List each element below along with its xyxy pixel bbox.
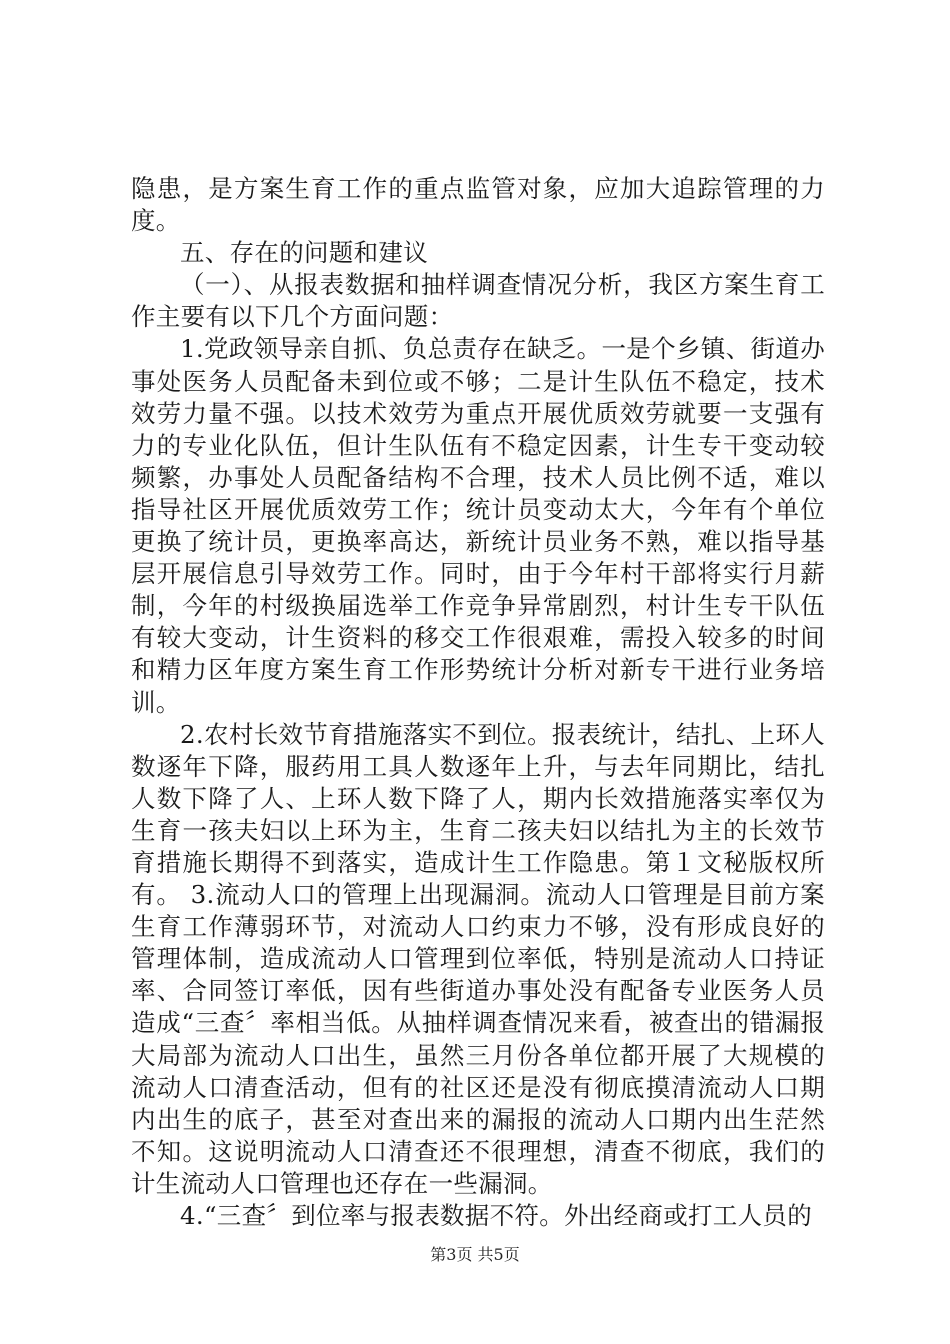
paragraph-item-1: 1.党政领导亲自抓、负总责存在缺乏。一是个乡镇、街道办事处医务人员配备未到位或不够；二是计生队伍不稳定，技术效劳力量不强。以技术效劳为重点开展优质效劳就要一支强有力的专业化队伍，但计生队伍有不稳定因素，计生专干变动较频繁，办事处人员配备结构不合理，技术人员比例不适，难以指导社区开展优质效劳工作；统计员变动太大，今年有个单位更换了统计员，更换率高达，新统计员业务不熟，难以指导基层开展信息引导效劳工作。同时，由于今年村干部将实行月薪制，今年的村级换届选举工作竞争异常剧烈，村计生专干队伍有较大变动，计生资料的移交工作很艰难，需投入较多的时间和精力区年度方案生育工作形势统计分析对新专干进行业务培训。 xyxy=(131,334,825,717)
paragraph-1: 隐患，是方案生育工作的重点监管对象，应加大追踪管理的力度。 xyxy=(131,174,825,236)
paragraph-item-2-3: 2.农村长效节育措施落实不到位。报表统计，结扎、上环人数逐年下降，服药用工具人数逐年上升，与去年同期比，结扎人数下降了人、上环人数下降了人，期内长效措施落实率仅为生育一孩夫妇以上环为主，生育二孩夫妇以结扎为主的长效节育措施长期得不到落实，造成计生工作隐患。第１文秘版权所有。 3.流动人口的管理上出现漏洞。流动人口管理是目前方案生育工作薄弱环节，对流动人口约束力不够，没有形成良好的管理体制，造成流动人口管理到位率低，特别是流动人口持证率、合同签订率低，因有些街道办事处没有配备专业医务人员造成“三查〞率相当低。从抽样调查情况来看，被查出的错漏报大局部为流动人口出生，虽然三月份各单位都开展了大规模的流动人口清查活动，但有的社区还是没有彻底摸清流动人口期内出生的底子，甚至对查出来的漏报的流动人口期内出生茫然不知。这说明流动人口清查还不很理想，清查不彻底，我们的计生流动人口管理也还存在一些漏洞。 xyxy=(131,719,826,1198)
section-heading-five: 五、存在的问题和建议 xyxy=(180,238,428,268)
document-body xyxy=(131,173,825,1232)
page-number-footer: 第3页 共5页 xyxy=(430,1245,520,1264)
paragraph-item-4: 4.“三查〞到位率与报表数据不符。外出经商或打工人员的 xyxy=(180,1201,812,1230)
subsection-heading-one: （一）、从报表数据和抽样调查情况分析，我区方案生育工作主要有以下几个方面问题： xyxy=(131,270,825,332)
